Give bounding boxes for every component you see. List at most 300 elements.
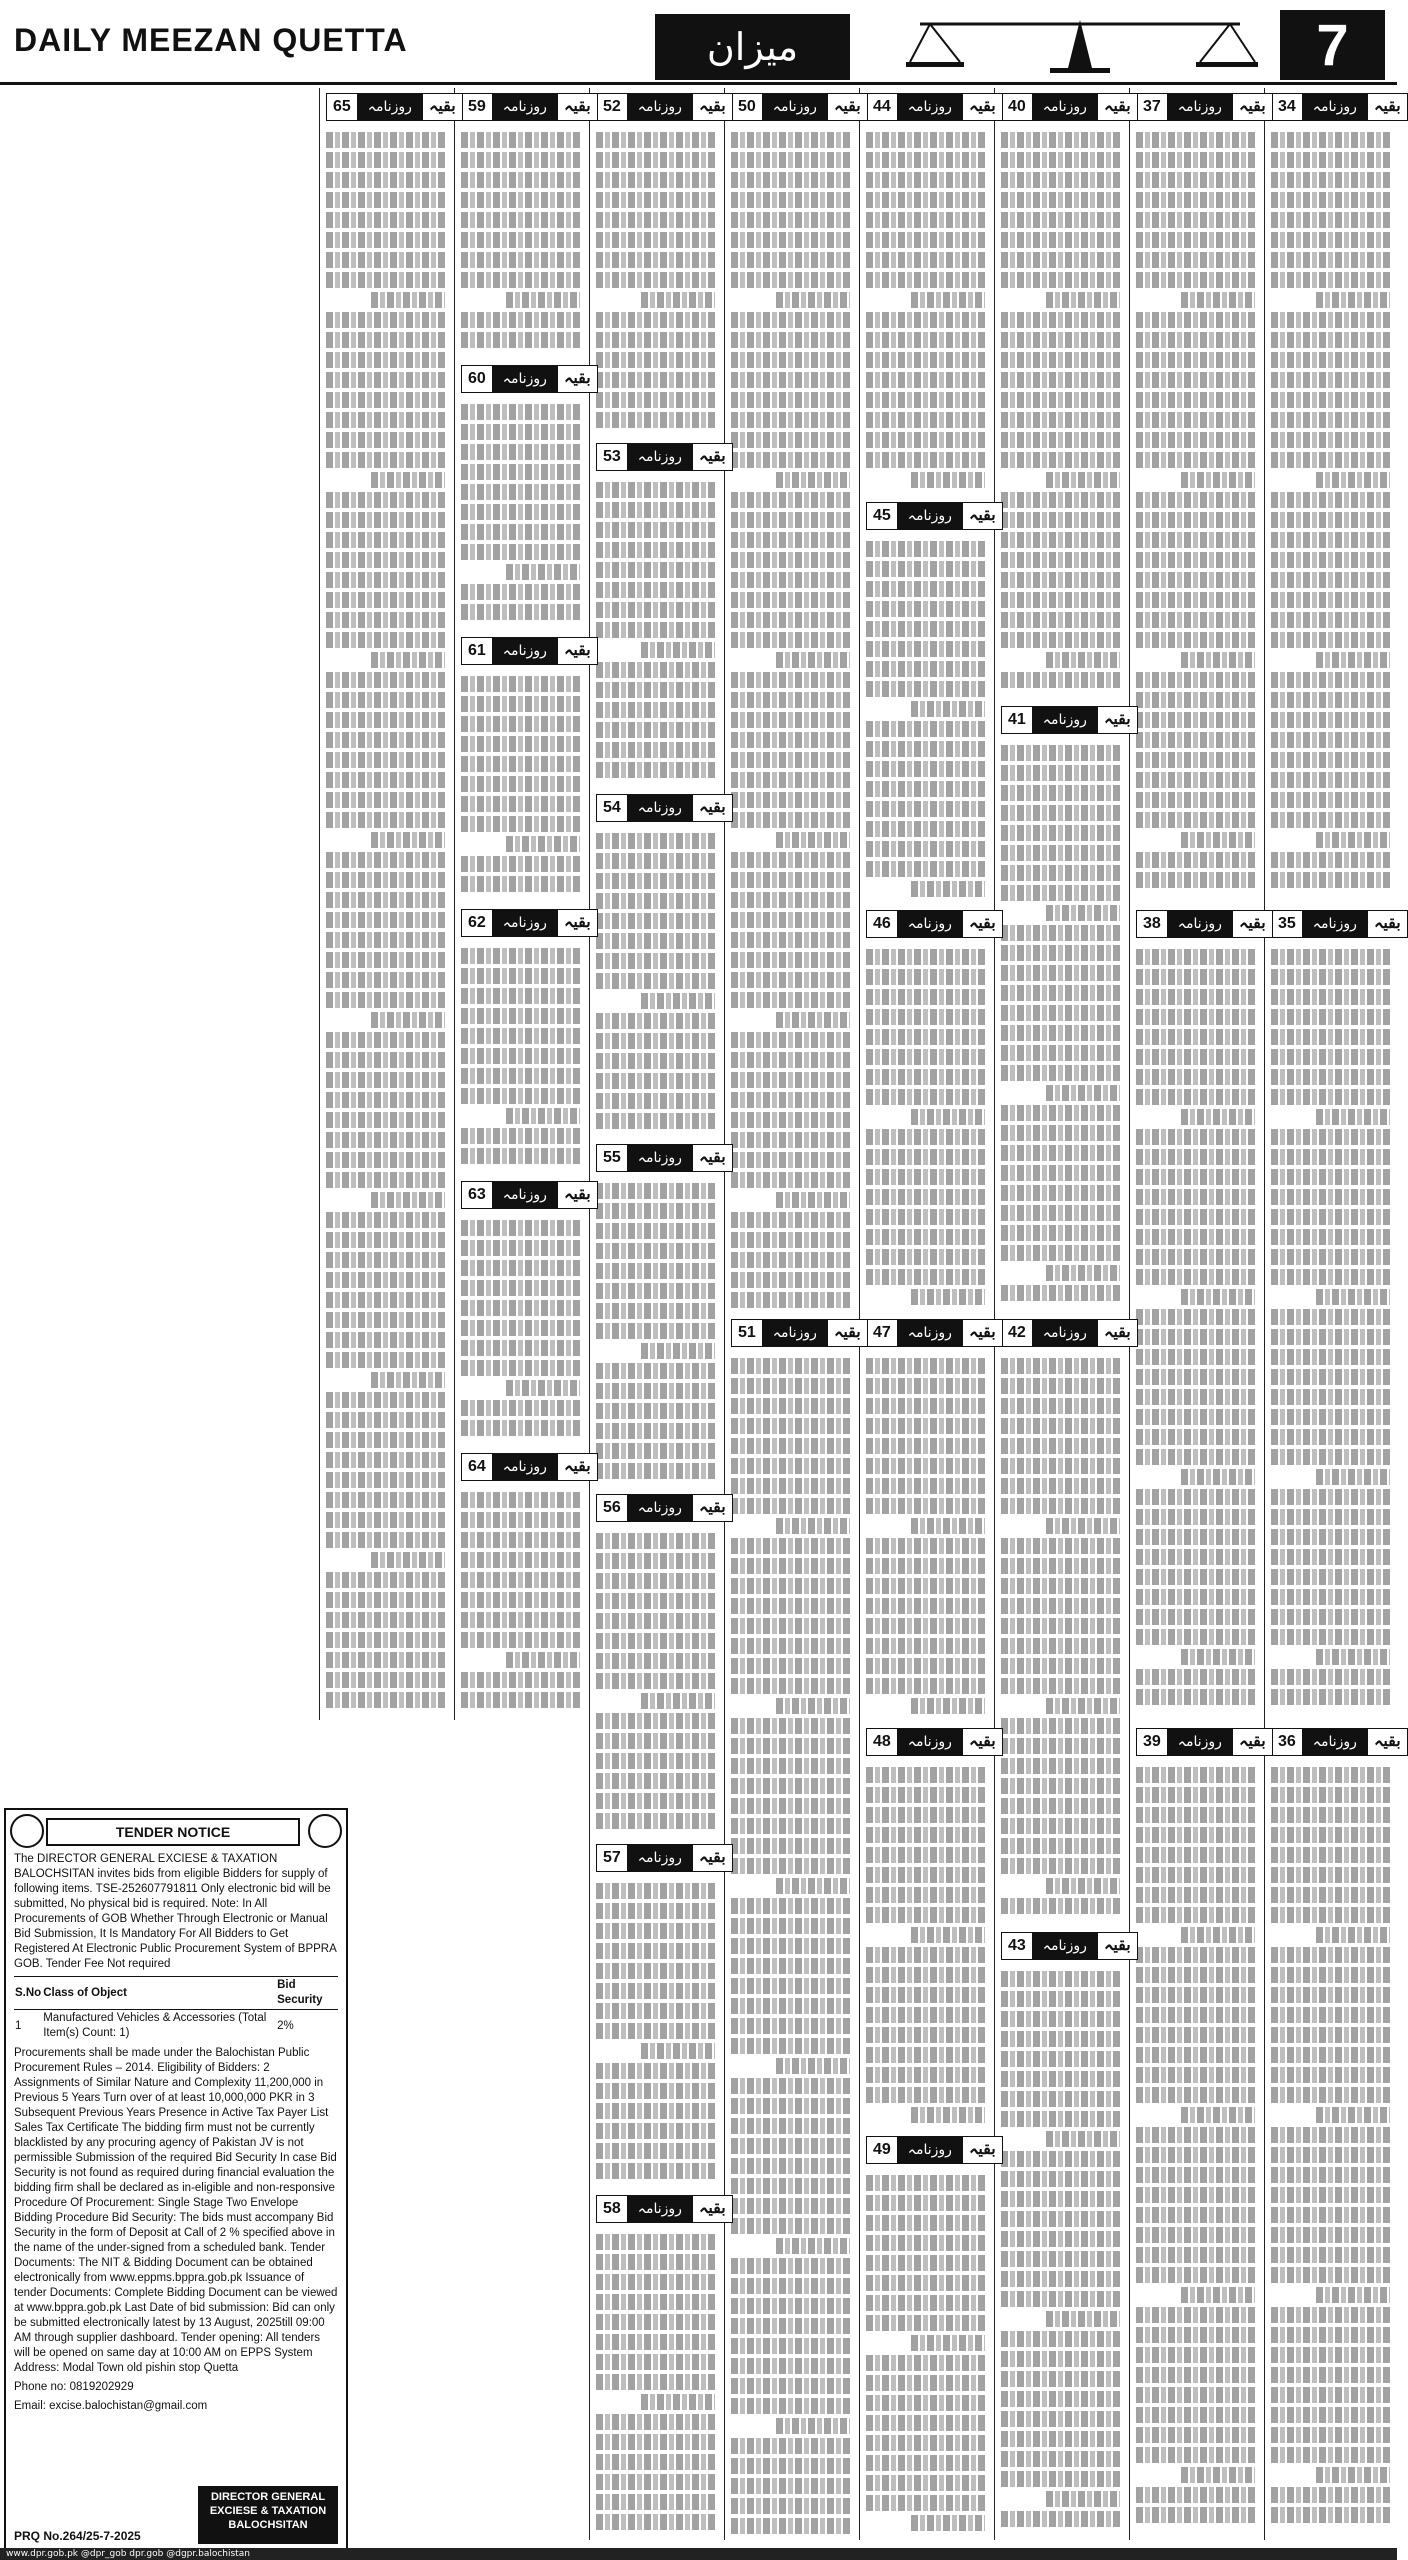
- urdu-text-line: [1271, 252, 1390, 268]
- article-body-text: [461, 1488, 580, 1716]
- urdu-text-line: [596, 1633, 715, 1649]
- urdu-text-line: [326, 392, 445, 408]
- urdu-text-line: [731, 212, 850, 228]
- continuation-prefix: بقیہ: [692, 93, 733, 121]
- urdu-text-line: [596, 2354, 715, 2370]
- urdu-text-line: [731, 2458, 850, 2474]
- urdu-text-line: [731, 432, 850, 448]
- article-body-text: [866, 537, 985, 902]
- urdu-text-line: [1001, 2271, 1120, 2287]
- urdu-text-line: [461, 232, 580, 248]
- urdu-text-line: [1181, 472, 1255, 488]
- urdu-text-line: [1001, 572, 1120, 588]
- urdu-text-line: [866, 1767, 985, 1783]
- urdu-text-line: [1271, 1847, 1390, 1863]
- urdu-text-line: [1181, 1927, 1255, 1943]
- urdu-text-line: [1136, 632, 1255, 648]
- article-body-text: [1271, 128, 1390, 901]
- continuation-header: [1001, 1318, 1138, 1348]
- urdu-text-line: [731, 1558, 850, 1574]
- urdu-text-line: [1136, 1129, 1255, 1145]
- urdu-text-line: [461, 272, 580, 288]
- urdu-text-line: [731, 852, 850, 868]
- urdu-text-line: [1271, 2007, 1390, 2023]
- urdu-text-line: [1001, 2331, 1120, 2347]
- urdu-text-line: [596, 562, 715, 578]
- urdu-text-line: [596, 482, 715, 498]
- urdu-text-line: [731, 2198, 850, 2214]
- urdu-text-line: [1316, 1649, 1390, 1665]
- urdu-text-line: [326, 1512, 445, 1528]
- urdu-text-line: [326, 252, 445, 268]
- urdu-text-line: [1136, 2307, 1255, 2323]
- urdu-text-line: [866, 1169, 985, 1185]
- urdu-text-line: [866, 2295, 985, 2311]
- continuation-prefix: بقیہ: [962, 1728, 1003, 1756]
- urdu-text-line: [731, 1378, 850, 1394]
- article-body-text: [461, 1216, 580, 1444]
- urdu-text-line: [461, 1692, 580, 1708]
- urdu-text-line: [326, 992, 445, 1008]
- urdu-text-line: [596, 352, 715, 368]
- continuation-prefix: بقیہ: [1097, 1932, 1138, 1960]
- urdu-text-line: [731, 1172, 850, 1188]
- urdu-text-line: [731, 1072, 850, 1088]
- continuation-number: 64: [461, 1453, 493, 1481]
- urdu-text-line: [911, 701, 985, 717]
- urdu-text-line: [731, 712, 850, 728]
- urdu-text-line: [1136, 1369, 1255, 1385]
- urdu-text-line: [731, 2178, 850, 2194]
- urdu-text-line: [1271, 692, 1390, 708]
- urdu-text-line: [326, 972, 445, 988]
- urdu-text-line: [1271, 392, 1390, 408]
- urdu-text-line: [1001, 865, 1120, 881]
- urdu-text-line: [596, 502, 715, 518]
- urdu-text-line: [596, 2374, 715, 2390]
- urdu-text-line: [596, 2083, 715, 2099]
- urdu-text-line: [866, 1787, 985, 1803]
- urdu-text-line: [1271, 1489, 1390, 1505]
- urdu-text-line: [731, 1398, 850, 1414]
- urdu-text-line: [461, 1240, 580, 1256]
- urdu-text-line: [1136, 1409, 1255, 1425]
- urdu-text-line: [731, 2118, 850, 2134]
- urdu-text-line: [731, 772, 850, 788]
- urdu-text-line: [1136, 1249, 1255, 1265]
- urdu-text-line: [326, 1332, 445, 1348]
- urdu-text-line: [461, 132, 580, 148]
- urdu-text-line: [596, 953, 715, 969]
- urdu-text-line: [731, 872, 850, 888]
- urdu-text-line: [1136, 732, 1255, 748]
- urdu-text-line: [1001, 432, 1120, 448]
- urdu-text-line: [461, 816, 580, 832]
- urdu-text-line: [1136, 1169, 1255, 1185]
- urdu-text-line: [461, 1340, 580, 1356]
- urdu-text-line: [1271, 352, 1390, 368]
- urdu-text-line: [1136, 2367, 1255, 2383]
- urdu-text-line: [596, 1963, 715, 1979]
- urdu-text-line: [1271, 612, 1390, 628]
- urdu-text-line: [461, 252, 580, 268]
- urdu-text-line: [866, 561, 985, 577]
- urdu-text-line: [866, 2195, 985, 2211]
- urdu-text-line: [461, 796, 580, 812]
- urdu-text-line: [1271, 2367, 1390, 2383]
- continuation-header: [1001, 1931, 1138, 1961]
- urdu-text-line: [1001, 1125, 1120, 1141]
- continuation-number: 63: [461, 1181, 493, 1209]
- urdu-text-line: [911, 2107, 985, 2123]
- continuation-prefix: بقیہ: [557, 1181, 598, 1209]
- urdu-text-line: [1001, 2251, 1120, 2267]
- urdu-text-line: [461, 464, 580, 480]
- continuation-number: 41: [1001, 706, 1033, 734]
- urdu-text-line: [1136, 1847, 1255, 1863]
- urdu-text-line: [1136, 1887, 1255, 1903]
- urdu-text-line: [731, 1478, 850, 1494]
- urdu-text-line: [866, 2475, 985, 2491]
- page-number: 7: [1280, 10, 1385, 80]
- urdu-text-line: [1001, 1658, 1120, 1674]
- urdu-text-line: [326, 332, 445, 348]
- urdu-text-line: [1271, 512, 1390, 528]
- urdu-text-line: [1001, 212, 1120, 228]
- continuation-prefix: بقیہ: [1097, 1319, 1138, 1347]
- urdu-text-line: [866, 1578, 985, 1594]
- urdu-text-line: [776, 1518, 850, 1534]
- urdu-text-line: [1271, 1229, 1390, 1245]
- urdu-text-line: [731, 2338, 850, 2354]
- urdu-text-line: [866, 152, 985, 168]
- urdu-text-line: [1271, 792, 1390, 808]
- urdu-text-line: [1001, 2071, 1120, 2087]
- urdu-text-line: [461, 1572, 580, 1588]
- urdu-text-line: [326, 1392, 445, 1408]
- urdu-text-line: [1271, 1907, 1390, 1923]
- urdu-text-line: [866, 2087, 985, 2103]
- urdu-text-line: [866, 352, 985, 368]
- urdu-text-line: [1136, 1509, 1255, 1525]
- tender-terms: Procurements shall be made under the Balochistan Public Procurement Rules – 2014. Eligibility of Bidders: 2 Assignments of Similar Nature and Complexity 11,200,000 in Previous 5 Years Turn over of at least 10,000,000 PKR in 3 Subsequent Previous Years Presence in Active Tax Payer List Sales Tax Certificate The bidding firm must not be currently blacklisted by any procuring agency of Pakistan JV is not permissible Submission of the required Bid Security In case Bid Security is not found as required during financial evaluation the bidding firm shall be declared as in-eligible and non-responsive Procedure Of Procurement: Single Stage Two Envelope Bidding Procedure Bid Security: The bids must accompany Bid Security in the form of Deposit at Call of 2 % specified above in the name of the under-signed from a scheduled bank. Tender Documents: The NIT & Bidding Document can be obtained electronically from www.eppms.bppra.gob.pk Issuance of tender Documents: Complete Bidding Document can be viewed at www.bppra.gob.pk Last Date of bid submission: Bid can only be submitted electronically latest by 13 August, 2025till 09:00 AM through supplier dashboard. Tender opening: All tenders will be opened on same day at 10:00 AM on EPPS System Address: Modal Town old pishin stop Quetta: [14, 2047, 338, 2374]
- urdu-text-line: [1271, 1349, 1390, 1365]
- continuation-label: روزنامہ: [1303, 93, 1367, 121]
- continuation-number: 59: [461, 93, 493, 121]
- urdu-text-line: [596, 1383, 715, 1399]
- urdu-text-line: [866, 2215, 985, 2231]
- urdu-text-line: [1136, 272, 1255, 288]
- article-body-text: [326, 128, 445, 1716]
- urdu-text-line: [326, 1632, 445, 1648]
- urdu-text-line: [1136, 2487, 1255, 2503]
- urdu-text-line: [1001, 1538, 1120, 1554]
- urdu-text-line: [866, 412, 985, 428]
- urdu-text-line: [326, 1412, 445, 1428]
- urdu-text-line: [326, 1292, 445, 1308]
- urdu-text-line: [776, 1698, 850, 1714]
- urdu-text-line: [596, 542, 715, 558]
- urdu-text-line: [326, 192, 445, 208]
- urdu-text-line: [731, 532, 850, 548]
- urdu-text-line: [1136, 1209, 1255, 1225]
- urdu-text-line: [1136, 1609, 1255, 1625]
- urdu-text-line: [596, 312, 715, 328]
- urdu-text-line: [1316, 2467, 1390, 2483]
- urdu-text-line: [731, 172, 850, 188]
- urdu-text-line: [866, 1069, 985, 1085]
- article-body-text: [1271, 945, 1390, 1718]
- urdu-text-line: [596, 1243, 715, 1259]
- urdu-text-line: [866, 2235, 985, 2251]
- urdu-text-line: [1271, 1149, 1390, 1165]
- news-column: [994, 88, 1131, 2540]
- table-cell: 1: [15, 2019, 22, 2032]
- urdu-text-line: [1001, 2051, 1120, 2067]
- article-body-text: [596, 1529, 715, 1835]
- urdu-text-line: [1001, 2031, 1120, 2047]
- urdu-text-line: [326, 612, 445, 628]
- urdu-text-line: [731, 932, 850, 948]
- article-body-text: [1271, 1763, 1390, 2536]
- news-column: [319, 88, 456, 1720]
- table-cell: 2%: [277, 2019, 294, 2032]
- urdu-text-line: [596, 602, 715, 618]
- urdu-text-line: [1001, 272, 1120, 288]
- article-body-text: [1136, 1763, 1255, 2536]
- urdu-text-line: [596, 1073, 715, 1089]
- urdu-text-line: [1271, 1689, 1390, 1705]
- urdu-text-line: [1316, 832, 1390, 848]
- article-body-text: [461, 400, 580, 628]
- urdu-text-line: [731, 1272, 850, 1288]
- urdu-text-line: [866, 312, 985, 328]
- continuation-label: روزنامہ: [493, 909, 557, 937]
- urdu-text-line: [1136, 1689, 1255, 1705]
- continuation-number: 55: [596, 1144, 628, 1172]
- urdu-text-line: [1271, 1309, 1390, 1325]
- urdu-text-line: [1001, 1205, 1120, 1221]
- urdu-text-line: [911, 2335, 985, 2351]
- urdu-text-line: [1001, 412, 1120, 428]
- continuation-prefix: بقیہ: [1367, 93, 1408, 121]
- department-emblem-icon: [308, 1814, 342, 1848]
- urdu-text-line: [461, 716, 580, 732]
- urdu-text-line: [1136, 532, 1255, 548]
- urdu-text-line: [731, 2018, 850, 2034]
- urdu-text-line: [1001, 2231, 1120, 2247]
- urdu-text-line: [1046, 1518, 1120, 1534]
- urdu-text-line: [731, 312, 850, 328]
- continuation-header: [596, 1843, 733, 1873]
- urdu-text-line: [596, 1423, 715, 1439]
- urdu-text-line: [326, 1132, 445, 1148]
- continuation-header: [731, 1318, 868, 1348]
- urdu-text-line: [596, 1673, 715, 1689]
- continuation-header: [596, 442, 733, 472]
- urdu-text-line: [1136, 692, 1255, 708]
- urdu-text-line: [596, 622, 715, 638]
- urdu-text-line: [461, 968, 580, 984]
- urdu-text-line: [1136, 1967, 1255, 1983]
- urdu-text-line: [461, 1320, 580, 1336]
- urdu-text-line: [1271, 712, 1390, 728]
- urdu-text-line: [866, 272, 985, 288]
- urdu-text-line: [1271, 1249, 1390, 1265]
- continuation-header: [731, 92, 868, 122]
- urdu-text-line: [731, 1458, 850, 1474]
- urdu-text-line: [1136, 2327, 1255, 2343]
- urdu-text-line: [1271, 132, 1390, 148]
- urdu-text-line: [326, 672, 445, 688]
- urdu-text-line: [506, 836, 580, 852]
- urdu-text-line: [1136, 1269, 1255, 1285]
- urdu-text-line: [1136, 872, 1255, 888]
- continuation-number: 40: [1001, 93, 1033, 121]
- urdu-text-line: [596, 662, 715, 678]
- urdu-text-line: [911, 2515, 985, 2531]
- continuation-number: 43: [1001, 1932, 1033, 1960]
- urdu-text-line: [1001, 2291, 1120, 2307]
- urdu-text-line: [731, 812, 850, 828]
- urdu-text-line: [1271, 732, 1390, 748]
- urdu-text-line: [731, 732, 850, 748]
- urdu-text-line: [1271, 2507, 1390, 2523]
- urdu-text-line: [1271, 372, 1390, 388]
- urdu-text-line: [326, 552, 445, 568]
- urdu-text-line: [1271, 2087, 1390, 2103]
- urdu-text-line: [326, 212, 445, 228]
- urdu-text-line: [776, 2418, 850, 2434]
- urdu-text-line: [866, 761, 985, 777]
- article-body-text: [866, 2171, 985, 2536]
- urdu-text-line: [1136, 1449, 1255, 1465]
- urdu-text-line: [1271, 872, 1390, 888]
- urdu-text-line: [866, 192, 985, 208]
- urdu-text-line: [866, 1987, 985, 2003]
- urdu-text-line: [1271, 1787, 1390, 1803]
- urdu-text-line: [461, 1672, 580, 1688]
- urdu-text-line: [1271, 2487, 1390, 2503]
- urdu-text-line: [731, 272, 850, 288]
- urdu-text-line: [1136, 2087, 1255, 2103]
- urdu-text-line: [866, 621, 985, 637]
- urdu-text-line: [326, 772, 445, 788]
- continuation-label: روزنامہ: [1168, 93, 1232, 121]
- urdu-text-line: [596, 873, 715, 889]
- urdu-text-line: [1271, 492, 1390, 508]
- urdu-text-line: [1271, 1189, 1390, 1205]
- continuation-label: روزنامہ: [493, 637, 557, 665]
- continuation-prefix: بقیہ: [1367, 910, 1408, 938]
- continuation-header: [1001, 92, 1138, 122]
- continuation-header: [461, 1180, 598, 1210]
- urdu-text-line: [731, 1438, 850, 1454]
- urdu-text-line: [866, 2175, 985, 2191]
- urdu-text-line: [1001, 592, 1120, 608]
- urdu-text-line: [866, 2395, 985, 2411]
- urdu-text-line: [326, 852, 445, 868]
- urdu-text-line: [866, 1478, 985, 1494]
- urdu-text-line: [1001, 2091, 1120, 2107]
- urdu-text-line: [596, 1713, 715, 1729]
- urdu-text-line: [461, 1220, 580, 1236]
- urdu-text-line: [911, 292, 985, 308]
- urdu-text-line: [1136, 2407, 1255, 2423]
- urdu-text-line: [731, 1418, 850, 1434]
- urdu-text-line: [1136, 969, 1255, 985]
- urdu-text-line: [866, 989, 985, 1005]
- urdu-text-line: [1271, 632, 1390, 648]
- urdu-text-line: [326, 492, 445, 508]
- urdu-text-line: [731, 2258, 850, 2274]
- urdu-text-line: [731, 452, 850, 468]
- continuation-number: 46: [866, 910, 898, 938]
- continuation-prefix: بقیہ: [692, 794, 733, 822]
- urdu-text-line: [866, 681, 985, 697]
- urdu-text-line: [326, 1152, 445, 1168]
- urdu-text-line: [1271, 1089, 1390, 1105]
- continuation-number: 50: [731, 93, 763, 121]
- tender-email: Email: excise.balochistan@gmail.com: [14, 2400, 208, 2412]
- continuation-prefix: بقیہ: [827, 93, 868, 121]
- urdu-text-line: [731, 1112, 850, 1128]
- urdu-text-line: [596, 1733, 715, 1749]
- urdu-text-line: [866, 132, 985, 148]
- continuation-header: [461, 908, 598, 938]
- urdu-text-line: [1271, 1549, 1390, 1565]
- urdu-text-line: [866, 781, 985, 797]
- urdu-text-line: [1001, 1971, 1120, 1987]
- continuation-header: [461, 1452, 598, 1482]
- urdu-text-line: [1136, 1807, 1255, 1823]
- urdu-text-line: [1271, 212, 1390, 228]
- continuation-label: روزنامہ: [763, 93, 827, 121]
- urdu-text-line: [776, 472, 850, 488]
- continuation-number: 35: [1271, 910, 1303, 938]
- urdu-text-line: [1136, 2267, 1255, 2283]
- urdu-text-line: [1136, 752, 1255, 768]
- urdu-text-line: [461, 1360, 580, 1376]
- urdu-text-line: [731, 572, 850, 588]
- urdu-text-line: [1001, 132, 1120, 148]
- urdu-text-line: [866, 252, 985, 268]
- urdu-text-line: [1001, 1798, 1120, 1814]
- urdu-text-line: [1136, 1947, 1255, 1963]
- urdu-text-line: [731, 1132, 850, 1148]
- urdu-text-line: [731, 2278, 850, 2294]
- urdu-text-line: [596, 2514, 715, 2530]
- urdu-text-line: [326, 532, 445, 548]
- urdu-text-line: [1271, 2167, 1390, 2183]
- article-body-text: [866, 1763, 985, 2128]
- urdu-text-line: [461, 1048, 580, 1064]
- urdu-text-line: [866, 641, 985, 657]
- urdu-text-line: [371, 652, 445, 668]
- continuation-label: روزنامہ: [898, 1319, 962, 1347]
- urdu-text-line: [1271, 2407, 1390, 2423]
- urdu-text-line: [1271, 1449, 1390, 1465]
- urdu-text-line: [866, 2047, 985, 2063]
- urdu-text-line: [1271, 852, 1390, 868]
- urdu-text-line: [596, 132, 715, 148]
- urdu-text-line: [326, 792, 445, 808]
- urdu-text-line: [1001, 2011, 1120, 2027]
- urdu-text-line: [596, 1033, 715, 1049]
- urdu-text-line: [596, 1923, 715, 1939]
- urdu-text-line: [1136, 552, 1255, 568]
- urdu-text-line: [1136, 2447, 1255, 2463]
